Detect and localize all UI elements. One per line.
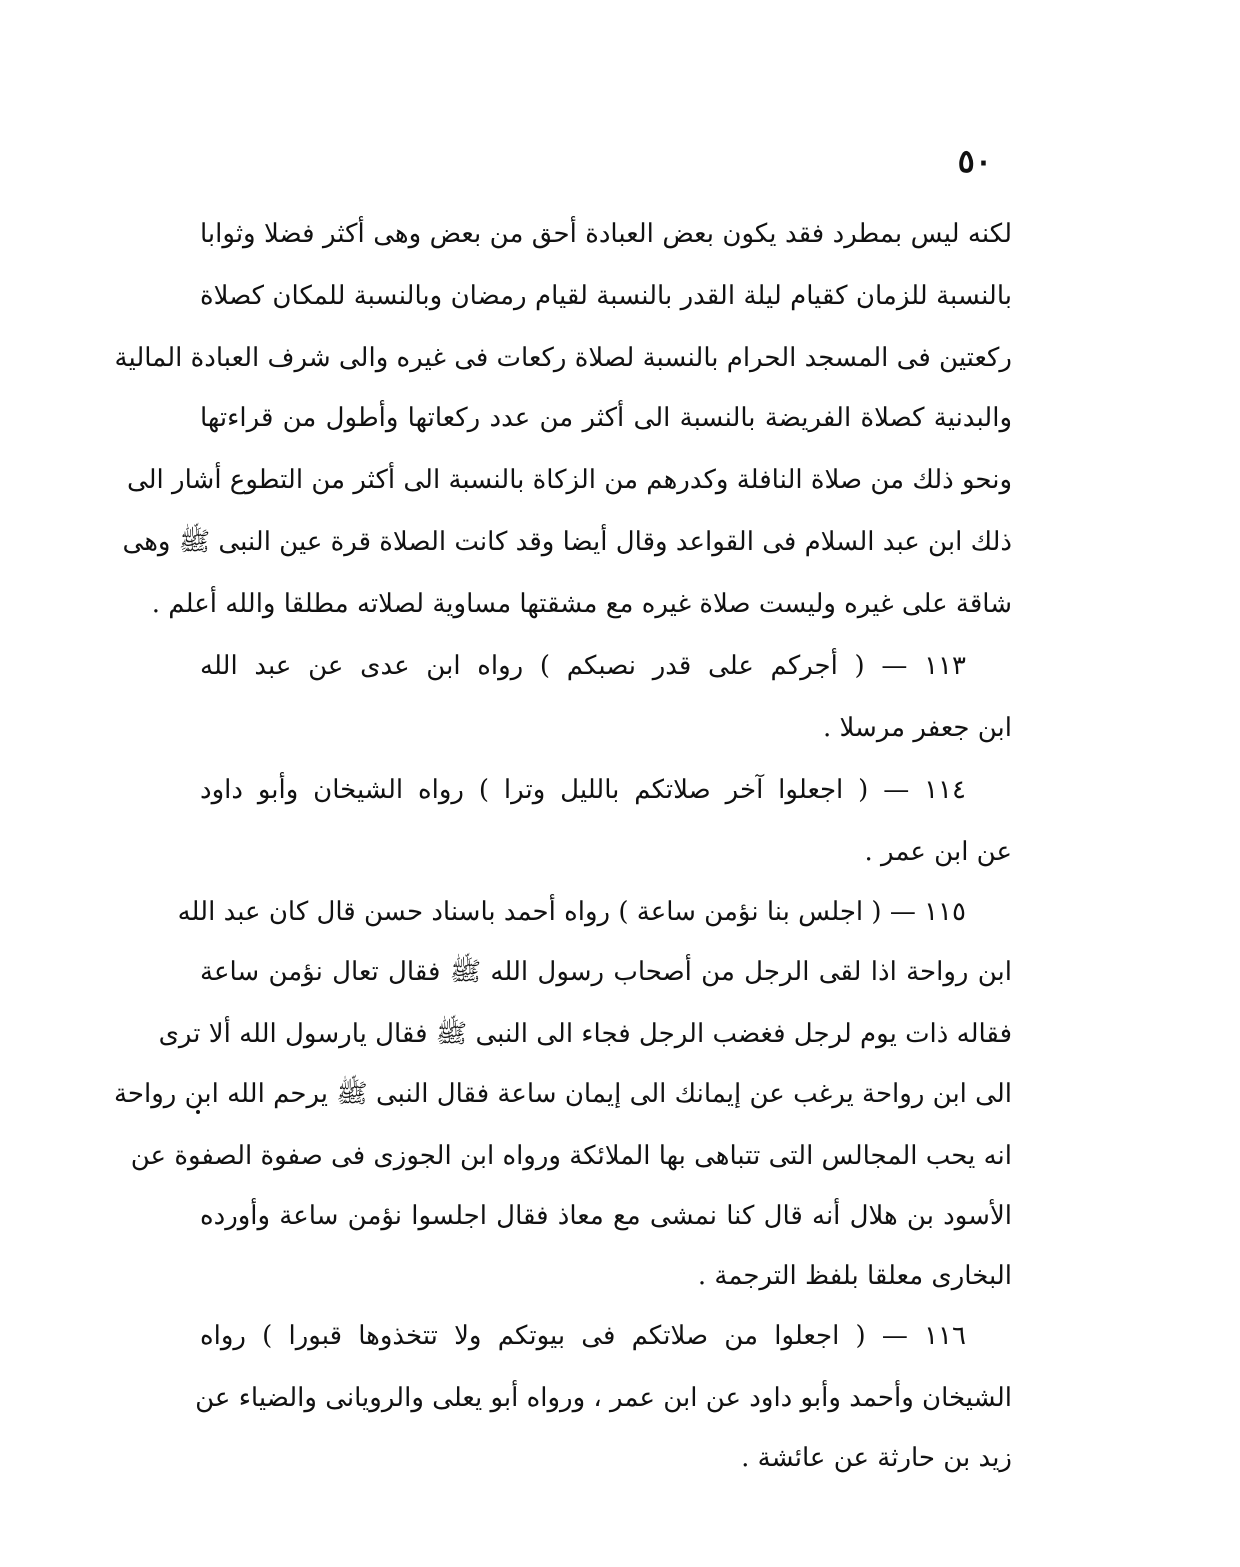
text-line: فقاله ذات يوم لرجل فغضب الرجل فجاء الى النبى ﷺ فقال يارسول الله ألا ترى — [158, 1019, 1012, 1049]
text-line: والبدنية كصلاة الفريضة بالنسبة الى أكثر من عدد ركعاتها وأطول من قراءتها — [200, 403, 1012, 433]
scan-speck — [196, 1110, 206, 1120]
hadith-114-line: ١١٤ — ( اجعلوا آخر صلاتكم بالليل وترا ) رواه الشيخان وأبو داود — [200, 775, 966, 805]
text-line: ركعتين فى المسجد الحرام بالنسبة لصلاة ركعات فى غيره والى شرف العبادة المالية — [114, 343, 1012, 373]
text-line: شاقة على غيره وليست صلاة غيره مع مشقتها مساوية لصلاته مطلقا والله أعلم . — [151, 589, 1012, 619]
text-line: ذلك ابن عبد السلام فى القواعد وقال أيضا وقد كانت الصلاة قرة عين النبى ﷺ وهى — [122, 527, 1012, 557]
hadith-115-line: ١١٥ — ( اجلس بنا نؤمن ساعة ) رواه أحمد باسناد حسن قال كان عبد الله — [177, 897, 966, 927]
text-line: انه يحب المجالس التى تتباهى بها الملائكة ورواه ابن الجوزى فى صفوة الصفوة عن — [130, 1141, 1012, 1171]
text-line: البخارى معلقا بلفظ الترجمة . — [697, 1261, 1012, 1291]
text-line: ونحو ذلك من صلاة النافلة وكدرهم من الزكاة بالنسبة الى أكثر من التطوع أشار الى — [126, 465, 1012, 495]
hadith-113-line: ١١٣ — ( أجركم على قدر نصبكم ) رواه ابن عدى عن عبد الله — [200, 651, 966, 681]
hadith-116-line: ١١٦ — ( اجعلوا من صلاتكم فى بيوتكم ولا تتخذوها قبورا ) رواه — [200, 1321, 966, 1351]
text-line: زيد بن حارثة عن عائشة . — [741, 1443, 1012, 1473]
text-line: لكنه ليس بمطرد فقد يكون بعض العبادة أحق من بعض وهى أكثر فضلا وثوابا — [200, 219, 1012, 249]
page-number: ٥٠ — [957, 142, 992, 180]
text-line: ابن جعفر مرسلا . — [823, 713, 1012, 743]
speck-dot — [196, 1110, 200, 1114]
text-line: عن ابن عمر . — [864, 837, 1012, 867]
text-line: الأسود بن هلال أنه قال كنا نمشى مع معاذ فقال اجلسوا نؤمن ساعة وأورده — [200, 1201, 1012, 1231]
text-line: الشيخان وأحمد وأبو داود عن ابن عمر ، ورواه أبو يعلى والرويانى والضياء عن — [195, 1383, 1012, 1413]
text-line: بالنسبة للزمان كقيام ليلة القدر بالنسبة لقيام رمضان وبالنسبة للمكان كصلاة — [200, 281, 1012, 311]
text-line: ابن رواحة اذا لقى الرجل من أصحاب رسول الله ﷺ فقال تعال نؤمن ساعة — [200, 957, 1012, 987]
text-line: الى ابن رواحة يرغب عن إيمانك الى إيمان ساعة فقال النبى ﷺ يرحم الله ابن رواحة — [113, 1079, 1012, 1109]
